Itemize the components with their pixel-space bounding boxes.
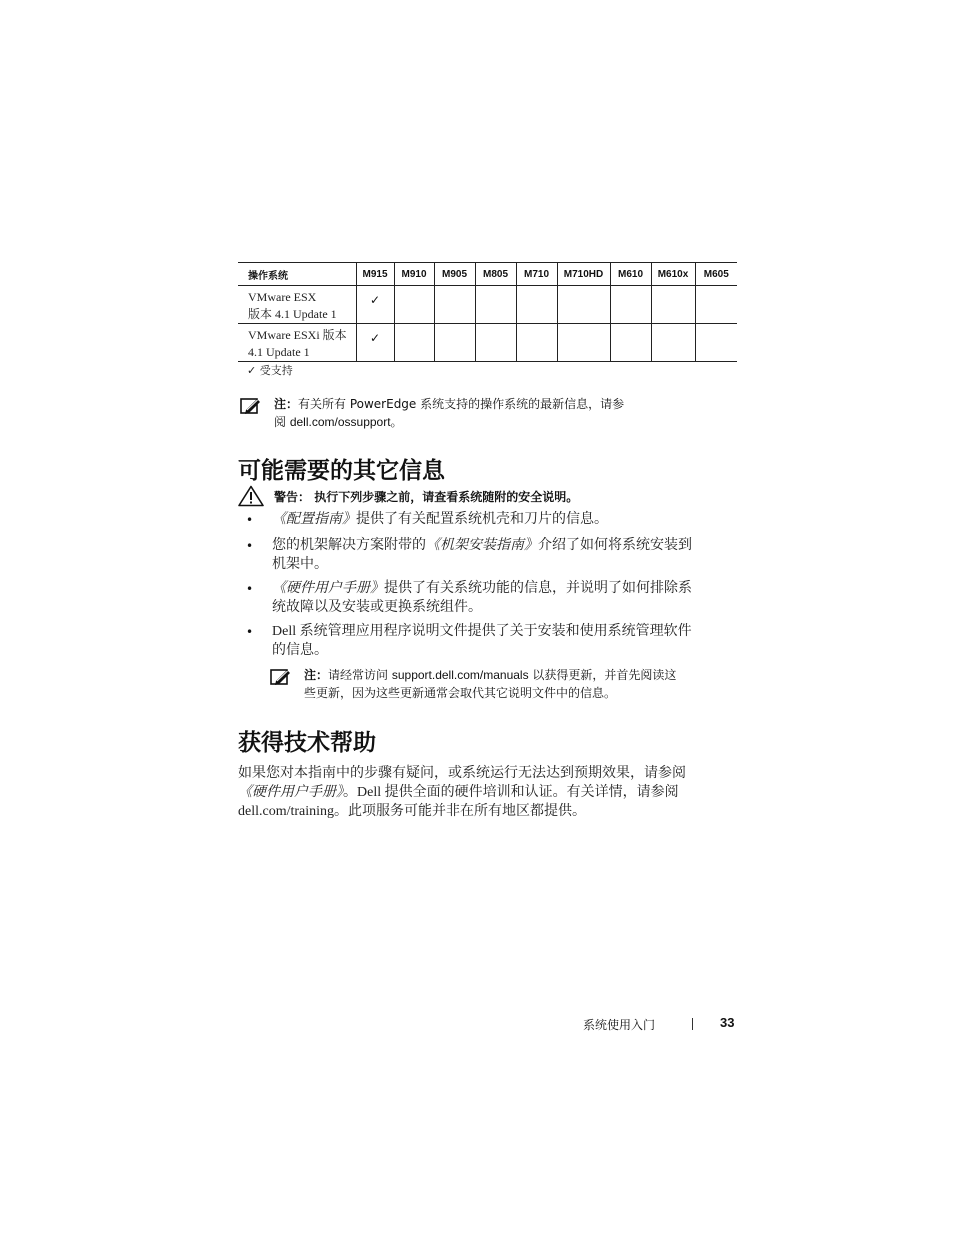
warning-text xyxy=(274,488,578,505)
list-item-text: 您的机架解决方案附带的 xyxy=(272,538,426,553)
list-item-text: 的信息。 xyxy=(272,643,328,658)
supported-check-icon: ✓ xyxy=(369,293,381,307)
os-cell xyxy=(238,286,356,324)
os-version: 4.1 Update 1 xyxy=(248,345,310,359)
list-item xyxy=(272,579,732,617)
paragraph-text: 如果您对本指南中的步骤有疑问，或系统运行无法达到预期效果，请参阅 xyxy=(238,766,686,781)
header-m905: M905 xyxy=(434,263,475,286)
note-text: 以获得更新，并首先阅读这 xyxy=(528,668,677,682)
list-item-text: 提供了有关配置系统机壳和刀片的信息。 xyxy=(356,512,608,527)
footer-divider xyxy=(692,1018,693,1030)
doc-title: 《机架安装指南》 xyxy=(426,538,538,553)
list-item xyxy=(272,510,732,529)
note-pencil-icon xyxy=(240,397,262,415)
bullet-marker: • xyxy=(246,582,254,596)
note-pencil-icon xyxy=(270,668,292,686)
note-os-support xyxy=(274,395,694,431)
header-m610: M610 xyxy=(610,263,651,286)
os-cell xyxy=(238,324,356,362)
os-version: 版本 4.1 Update 1 xyxy=(248,307,337,321)
list-item xyxy=(272,622,732,660)
section-heading-tech-help: 获得技术帮助 xyxy=(238,730,376,756)
header-m710: M710 xyxy=(516,263,557,286)
doc-title: 《配置指南》 xyxy=(272,512,356,527)
table-row xyxy=(238,286,737,324)
note-text-line2: 些更新，因为这些更新通常会取代其它说明文件中的信息。 xyxy=(304,686,617,700)
header-m710hd: M710HD xyxy=(557,263,610,286)
header-m910: M910 xyxy=(394,263,434,286)
ossupport-link[interactable]: dell.com/ossupport xyxy=(289,415,391,429)
os-name: VMware ESXi 版本 xyxy=(248,328,347,342)
bullet-marker: • xyxy=(246,625,254,639)
list-item xyxy=(272,536,732,574)
manuals-link[interactable]: support.dell.com/manuals xyxy=(391,668,529,682)
warning-icon xyxy=(238,485,264,507)
note-text-line2: 阅 xyxy=(274,415,290,429)
bullet-marker: • xyxy=(246,539,254,553)
note-manuals xyxy=(304,666,736,702)
tech-help-paragraph xyxy=(238,764,738,821)
doc-title: 《硬件用户手册》 xyxy=(238,785,343,800)
note-label: 注： xyxy=(304,668,329,682)
note-text: 有关所有 PowerEdge 系统支持的操作系统的最新信息，请参 xyxy=(298,397,625,411)
header-m605: M605 xyxy=(695,263,737,286)
note-label: 注： xyxy=(274,397,299,411)
list-item-text: Dell 系统管理应用程序说明文件提供了关于安装和使用系统管理软件 xyxy=(272,624,692,639)
paragraph-text: 。此项服务可能并非在所有地区都提供。 xyxy=(334,804,587,819)
warning-body: 执行下列步骤之前，请查看系统随附的安全说明。 xyxy=(314,490,579,504)
table-row xyxy=(238,324,737,362)
footer-title: 系统使用入门 xyxy=(583,1018,656,1032)
list-item-text: 机架中。 xyxy=(272,557,328,572)
header-os: 操作系统 xyxy=(248,270,288,282)
paragraph-text: 。Dell 提供全面的硬件培训和认证。有关详情，请参阅 xyxy=(343,785,679,800)
table-legend: ✓ 受支持 xyxy=(247,364,293,377)
training-link[interactable]: dell.com/training xyxy=(238,804,335,819)
bullet-marker: • xyxy=(246,513,254,527)
note-text: 请经常访问 xyxy=(328,668,392,682)
list-item-text: 提供了有关系统功能的信息，并说明了如何排除系 xyxy=(384,581,692,596)
doc-title: 《硬件用户手册》 xyxy=(272,581,384,596)
section-heading-additional-info: 可能需要的其它信息 xyxy=(238,458,445,484)
header-m915: M915 xyxy=(356,263,394,286)
list-item-text: 统故障以及安装或更换系统组件。 xyxy=(272,600,482,615)
os-support-table xyxy=(238,262,737,362)
warning-label: 警告： xyxy=(274,490,311,504)
table-header-row xyxy=(238,263,737,286)
list-item-text: 介绍了如何将系统安装到 xyxy=(538,538,692,553)
header-m610x: M610x xyxy=(651,263,695,286)
os-name: VMware ESX xyxy=(248,290,317,304)
header-m805: M805 xyxy=(475,263,516,286)
supported-check-icon: ✓ xyxy=(369,331,381,345)
note-suffix: 。 xyxy=(390,415,403,429)
page-number: 33 xyxy=(720,1015,735,1030)
